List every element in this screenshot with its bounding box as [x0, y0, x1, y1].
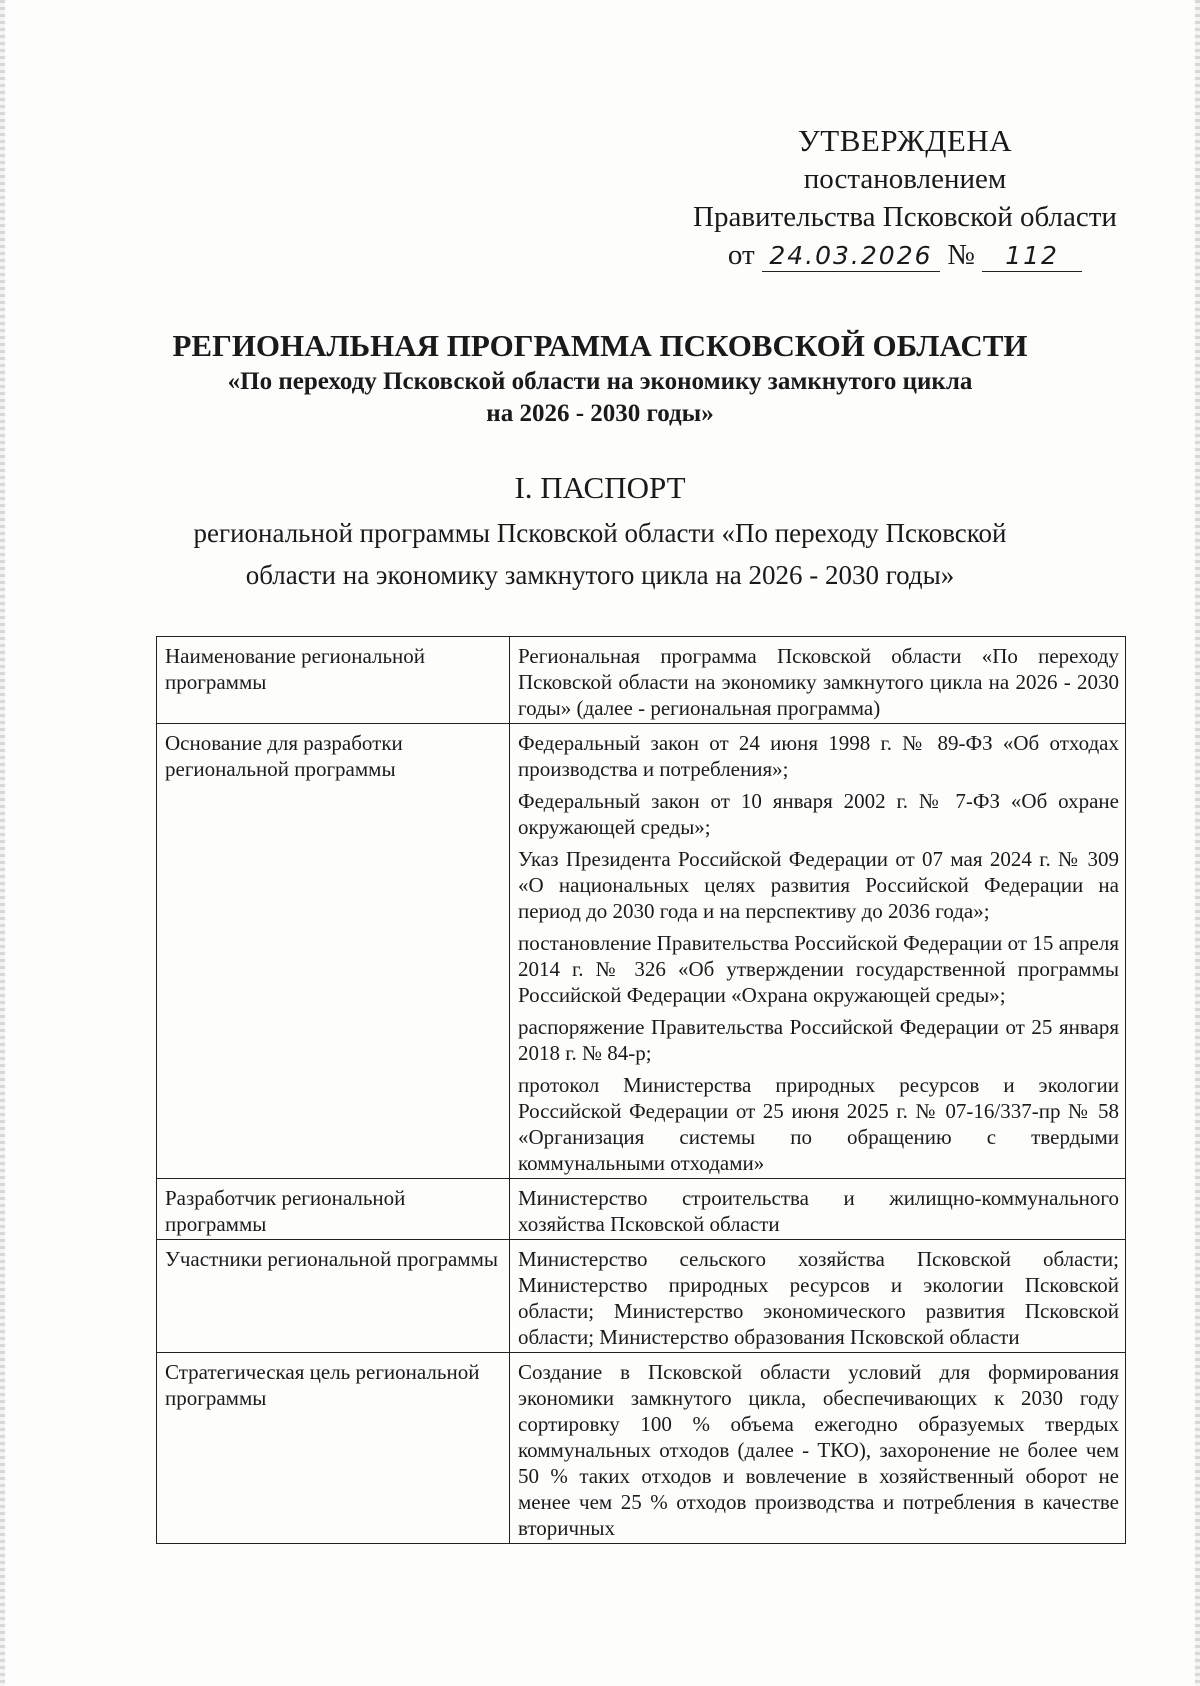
row-value-paragraph: протокол Министерства природных ресурсов и экологии Российской Федерации от 25 июня 2025 г. № 07-16/337-пр № 58 «Организация системы по обращению с твердыми коммунальными отходами» [518, 1073, 1119, 1175]
row-label: Участники региональной программы [157, 1240, 510, 1353]
row-label: Разработчик региональной программы [157, 1179, 510, 1240]
approval-line-2: Правительства Псковской области [693, 201, 1117, 233]
approval-number-label: № [947, 239, 975, 271]
program-subtitle-line-1: «По переходу Псковской области на экономику замкнутого цикла [227, 368, 973, 395]
row-value-paragraph: распоряжение Правительства Российской Федерации от 25 января 2018 г. № 84-р; [518, 1015, 1119, 1065]
scan-edge-right [1195, 0, 1200, 1686]
table-row [157, 1179, 1126, 1240]
approval-date: 24.03.2026 [762, 241, 940, 272]
row-value [510, 1240, 1126, 1353]
row-label: Основание для разработки региональной программы [157, 724, 510, 1179]
row-value [510, 1179, 1126, 1240]
program-subtitle-line-2: на 2026 - 2030 годы» [486, 400, 714, 427]
passport-heading: I. ПАСПОРТ [514, 470, 686, 505]
row-label: Наименование региональной программы [157, 637, 510, 724]
row-value-paragraph: Региональная программа Псковской области «По переходу Псковской области на экономику замкнутого цикла на 2026 - 2030 годы» (далее - региональная программа) [518, 644, 1119, 720]
row-value [510, 637, 1126, 724]
approval-date-line [728, 236, 1082, 274]
table-row [157, 1353, 1126, 1544]
row-value [510, 1353, 1126, 1544]
passport-table [156, 636, 1126, 1544]
row-value-paragraph: Министерство сельского хозяйства Псковской области; Министерство природных ресурсов и экологии Псковской области; Министерство экономического развития Псковской области; Министерство образования Псковской области [518, 1247, 1119, 1349]
table-row [157, 637, 1126, 724]
row-value [510, 724, 1126, 1179]
scan-edge-left [0, 0, 5, 1686]
row-value-paragraph: Федеральный закон от 10 января 2002 г. № 7-ФЗ «Об охране окружающей среды»; [518, 789, 1119, 839]
row-value-paragraph: постановление Правительства Российской Федерации от 15 апреля 2014 г. № 326 «Об утверждении государственной программы Российской Федерации «Охрана окружающей среды»; [518, 931, 1119, 1007]
row-value-paragraph: Федеральный закон от 24 июня 1998 г. № 89-ФЗ «Об отходах производства и потребления»; [518, 731, 1119, 781]
passport-subheading: региональной программы Псковской области «По переходу Псковской области на экономику замкнутого цикла на 2026 - 2030 годы» [193, 518, 1007, 590]
row-value-paragraph: Создание в Псковской области условий для формирования экономики замкнутого цикла, обеспечивающих к 2030 году сортировку 100 % объема ежегодно образуемых твердых коммунальных отходов (далее - ТКО), захоронение не более чем 50 % таких отходов и вовлечение в хозяйственный оборот не менее чем 25 % отходов производства и потребления в качестве вторичных [518, 1360, 1119, 1540]
row-value-paragraph: Указ Президента Российской Федерации от 07 мая 2024 г. № 309 «О национальных целях развития Российской Федерации на период до 2030 года и на перспективу до 2036 года»; [518, 847, 1119, 923]
row-label: Стратегическая цель региональной программы [157, 1353, 510, 1544]
table-row [157, 724, 1126, 1179]
approval-number: 112 [982, 241, 1082, 272]
row-value-paragraph: Министерство строительства и жилищно-коммунального хозяйства Псковской области [518, 1186, 1119, 1236]
approval-from-label: от [727, 239, 755, 271]
program-title: РЕГИОНАЛЬНАЯ ПРОГРАММА ПСКОВСКОЙ ОБЛАСТИ [172, 328, 1028, 363]
approval-title: УТВЕРЖДЕНА [797, 123, 1013, 158]
approval-line-1: постановлением [803, 163, 1007, 195]
table-row [157, 1240, 1126, 1353]
program-subtitle [0, 366, 1200, 430]
approval-stamp-block [690, 122, 1120, 274]
